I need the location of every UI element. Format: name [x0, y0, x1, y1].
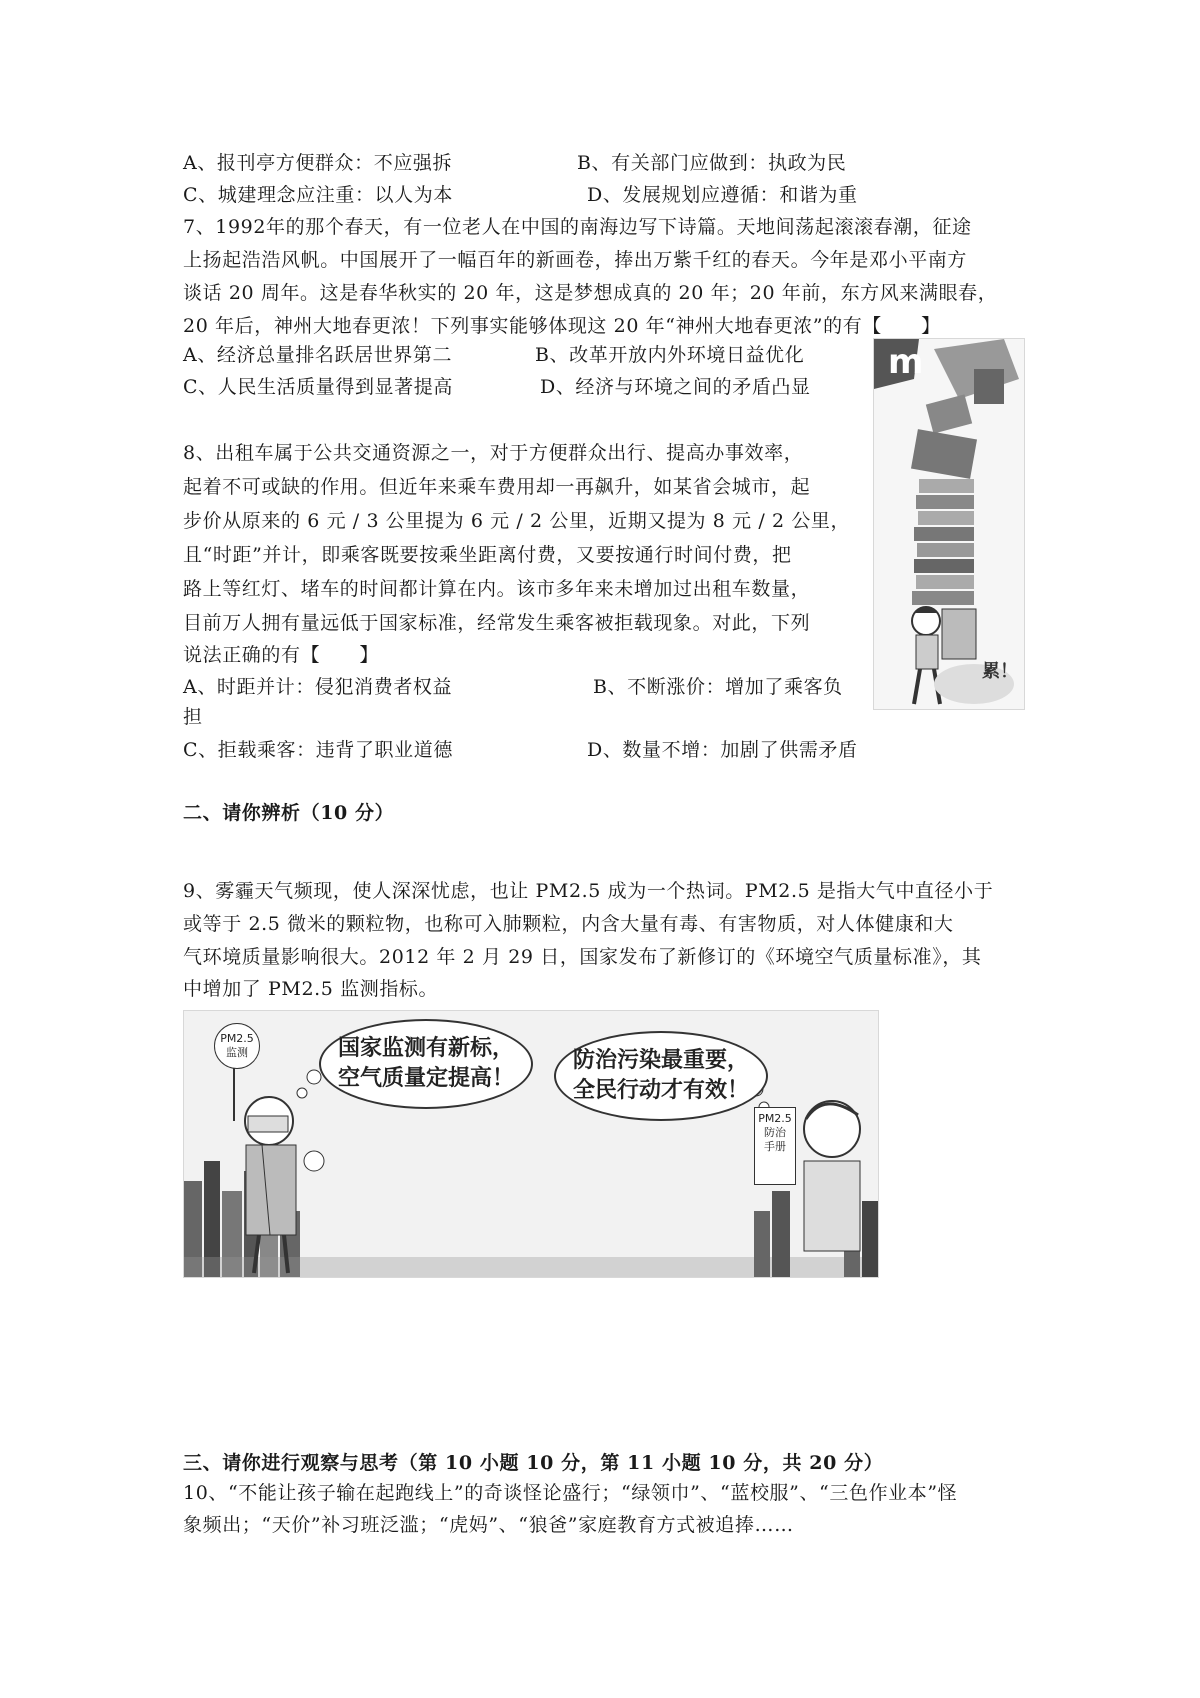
q8-option-a: A、时距并计：侵犯消费者权益: [183, 676, 453, 698]
top-label-text: m: [888, 342, 924, 382]
q6-option-c: C、城建理念应注重：以人为本: [183, 184, 453, 206]
q7-text-line: 7、1992年的那个春天，有一位老人在中国的南海边写下诗篇。天地间荡起滚滚春潮，征途: [183, 216, 972, 238]
q8-text-line: 8、出租车属于公共交通资源之一，对于方便群众出行、提高办事效率，: [183, 442, 804, 464]
q8-text-line: 目前万人拥有量远低于国家标准，经常发生乘客被拒载现象。对此，下列: [183, 612, 811, 634]
q8-option-b: B、不断涨价：增加了乘客负: [593, 676, 843, 698]
q8-option-d: D、数量不增：加剧了供需矛盾: [587, 739, 858, 761]
q10-text-line: 象频出；“天价”补习班泛滥；“虎妈”、“狼爸”家庭教育方式被追捧……: [183, 1514, 794, 1536]
q8-option-c: C、拒载乘客：违背了职业道德: [183, 739, 453, 761]
section-three-heading: 三、请你进行观察与思考（第 10 小题 10 分，第 11 小题 10 分，共 20 分）: [183, 1452, 884, 1474]
book-stack-drawing: [874, 339, 1024, 709]
q8-text-line: 说法正确的有【 】: [183, 644, 380, 666]
q7-option-d: D、经济与环境之间的矛盾凸显: [540, 376, 811, 398]
q9-text-line: 气环境质量影响很大。2012 年 2 月 29 日，国家发布了新修订的《环境空气质量标准》，其: [183, 946, 982, 968]
q6-option-b: B、有关部门应做到：执政为民: [577, 152, 847, 174]
cartoon-book-stack-image: [873, 338, 1025, 710]
q7-option-b: B、改革开放内外环境日益优化: [535, 344, 805, 366]
cartoon-label: 累！: [982, 661, 1018, 682]
q6-option-d: D、发展规划应遵循：和谐为重: [587, 184, 858, 206]
q8-text-line: 路上等红灯、堵车的时间都计算在内。该市多年来未增加过出租车数量，: [183, 578, 811, 600]
speech-bubble-left: 国家监测有新标， 空气质量定提高！: [319, 1019, 533, 1109]
q7-text-line: 20 年后，神州大地春更浓！下列事实能够体现这 20 年“神州大地春更浓”的有【 】: [183, 315, 941, 337]
section-two-heading: 二、请你辨析（10 分）: [183, 802, 395, 824]
q7-text-line: 谈话 20 周年。这是春华秋实的 20 年，这是梦想成真的 20 年；20 年前，东方风来满眼春，: [183, 282, 998, 304]
q9-text-line: 9、雾霾天气频现，使人深深忧虑，也让 PM2.5 成为一个热词。PM2.5 是指大气中直径小于: [183, 880, 994, 902]
q9-text-line: 中增加了 PM2.5 监测指标。: [183, 978, 439, 1000]
q8-text-line: 步价从原来的 6 元 / 3 公里提为 6 元 / 2 公里，近期又提为 8 元 / 2 公里，: [183, 510, 851, 532]
q10-text-line: 10、“不能让孩子输在起跑线上”的奇谈怪论盛行；“绿领巾”、“蓝校服”、“三色作业本”怪: [183, 1482, 958, 1504]
cartoon-pm25-image: [183, 1010, 879, 1278]
pm25-handbook: PM2.5 防治 手册: [754, 1107, 796, 1185]
q8-text-line: 且“时距”并计，即乘客既要按乘坐距离付费，又要按通行时间付费，把: [183, 544, 792, 566]
q6-option-a: A、报刊亭方便群众：不应强拆: [183, 152, 453, 174]
pm25-monitor-sign: PM2.5 监测: [214, 1023, 260, 1069]
q7-text-line: 上扬起浩浩风帆。中国展开了一幅百年的新画卷，捧出万紫千红的春天。今年是邓小平南方: [183, 249, 968, 271]
speech-bubble-right: 防治污染最重要， 全民行动才有效！: [554, 1031, 768, 1121]
q7-option-c: C、人民生活质量得到显著提高: [183, 376, 453, 398]
q8-option-b-continued: 担: [183, 706, 203, 728]
q9-text-line: 或等于 2.5 微米的颗粒物，也称可入肺颗粒，内含大量有毒、有害物质，对人体健康和大: [183, 913, 954, 935]
q7-option-a: A、经济总量排名跃居世界第二: [183, 344, 453, 366]
q8-text-line: 起着不可或缺的作用。但近年来乘车费用却一再飙升，如某省会城市，起: [183, 476, 811, 498]
